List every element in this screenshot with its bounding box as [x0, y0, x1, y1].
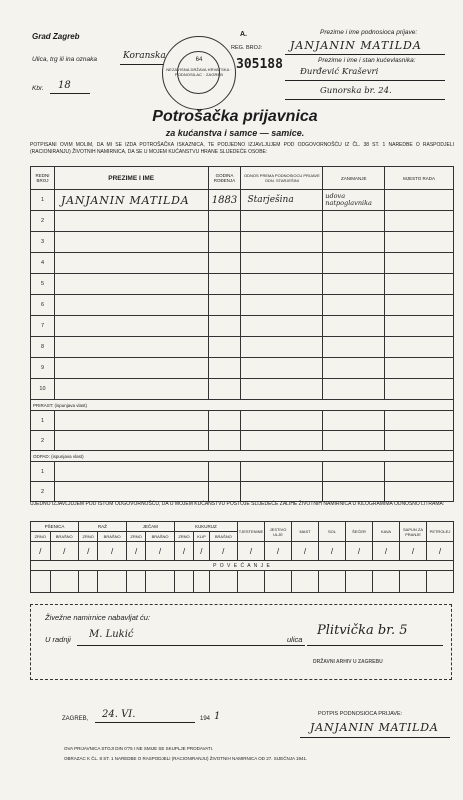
table-row: 6 [31, 295, 454, 316]
year-suffix: 1 [214, 711, 221, 722]
person-occupation: udova natpoglavnika [323, 190, 385, 211]
stock-values-row: / / / / / / / / / / / / / / / / / [31, 542, 454, 561]
persons-table [30, 166, 454, 502]
prirast-label: PRIRAST: (ispunjava vlast) [31, 400, 454, 411]
odpad-label: ODPAD: (ispunjava vlast) [31, 451, 454, 462]
header-place: MJESTO RADA [385, 167, 454, 190]
signature-value: JANJANIN MATILDA [310, 721, 439, 734]
table-row: 8 [31, 337, 454, 358]
table-row: 2 [31, 431, 454, 451]
stock-table: PŠENICA RAŽ JEČAM KUKURUZ TJESTENINE JESTIVO ULJE MAST SOL ŠEĆER KAVA SAPUN ZA PRANJE PETROLEJ ZRNO BRAŠNO ZRNO BRAŠNO ZRNO BRAŠNO ZRNO KLIP BRAŠNO / / / / / / / / / / / / / / / / / P O V E Ć A N J E [30, 521, 454, 593]
form-title: Potrošačka prijavnica [152, 108, 318, 125]
landlord-address: Gunorska br. 24. [320, 86, 392, 96]
shop-label: U radnji [45, 635, 71, 644]
table-row: 9 [31, 358, 454, 379]
header-name: PREZIME I IME [54, 167, 208, 190]
reg-number: 305188 [236, 57, 283, 72]
person-name: JANJANIN MATILDA [54, 190, 208, 211]
landlord-name: Đurđević Kraševri [300, 67, 379, 77]
city-label: Grad Zagreb [32, 32, 80, 41]
footer-line-1: OVA PRIJAVNICA STOJI DIN 0'75 I NE SMIJE SE SKUPLJE PRODAVATI. [64, 746, 214, 751]
table-row: 3 [31, 232, 454, 253]
header-no: REDNI BROJ [31, 167, 55, 190]
signature-label: POTPIS PODNOSIOCA PRIJAVE: [318, 711, 403, 717]
table-row: 10 [31, 379, 454, 400]
stamp-number: 64 [195, 57, 203, 63]
table-row: 2 [31, 211, 454, 232]
odpad-header-row [31, 451, 454, 462]
header-year: GODINA ROĐENJA [208, 167, 241, 190]
table-row: 4 [31, 253, 454, 274]
reg-number-label: REG. BROJ: [231, 45, 263, 51]
form-subtitle: za kućanstva i samce — samice. [165, 128, 305, 138]
footer-line-2: OBRAZAC K ČL. 8 ST. 1 NAREDBE O RASPODJELI (RACIONIRANJU) ŽIVOTNIH NAMIRNICA OD 27. SIJEČNJA 1941. [64, 756, 308, 761]
stock-intro-text: UJEDNO IZJAVLJUJEM POD ISTOM ODGOVORNOŠĆU, DA U MOJEM KUĆANSTVU POSTOJE SLIJEDEĆE ZALIHE ŽIVOTNIH NAMIRNICA U KILOGRAMIMA ODNOSNO LITRAMA: [30, 501, 445, 507]
archive-stamp: DRŽAVNI ARHIV U ZAGREBU [313, 659, 383, 665]
table-row: 1 [31, 411, 454, 431]
increase-label: P O V E Ć A N J E [31, 561, 454, 571]
header-relation: ODNOS PREMA PODNOSIOCU PRIJAVE ODN. STARJEŠINI [241, 167, 323, 190]
house-number-label: Kbr. [32, 85, 44, 92]
house-number-value: 18 [58, 80, 71, 91]
submitter-label: Prezime i ime podnosioca prijave: [320, 29, 418, 36]
date-value: 24. VI. [102, 709, 136, 720]
street-value: Koranska [123, 51, 166, 61]
place-label: ZAGREB, [62, 716, 89, 722]
shop-value: M. Lukić [89, 629, 134, 640]
shop-box [30, 604, 452, 680]
prirast-header-row [31, 400, 454, 411]
submitter-name: JANJANIN MATILDA [290, 39, 422, 52]
year-prefix: 194 [200, 716, 211, 722]
street-label: Ulica, trg ili ina oznaka [32, 56, 98, 63]
form-letter: A. [240, 31, 247, 38]
landlord-label: Prezime i ime i stan kućevlasnika: [318, 57, 416, 64]
shop-street-label: ulica [287, 635, 303, 644]
table-header-row [31, 167, 454, 190]
table-row: 5 [31, 274, 454, 295]
official-stamp: NEZAVISNA DRŽAVA HRVATSKA · PODNOSILAC · ZAGREB 64 [162, 36, 236, 110]
person-relation: Starješina [241, 190, 323, 211]
header-occupation: ZANIMANJE [323, 167, 385, 190]
stock-increase-row [31, 571, 454, 593]
source-label: Živežne namirnice nabavljat ću: [45, 613, 151, 622]
table-row: 2 [31, 482, 454, 502]
table-row: 7 [31, 316, 454, 337]
shop-street-value: Plitvička br. 5 [317, 623, 408, 638]
person-year: 1883 [208, 190, 241, 211]
intro-text: POTPISANI OVIM MOLIM, DA MI SE IZDA POTROŠAČKA ISKAZNICA, TE PODJEDNO IZJAVLJUJEM POD ODGOVORNOŠĆU IZ ČL. 38 ST. 1 NAREDBE O RASPODJELI (RACIONIRANJU) ŽIVOTNIH NAMIRNICA, DA SE U MOJEM KUĆANSTVU HRANE SLIJEDEĆE OSOBE: [30, 142, 454, 155]
table-row: 1 JANJANIN MATILDA 1883 Starješina udova natpoglavnika [31, 190, 454, 211]
table-row: 1 [31, 462, 454, 482]
